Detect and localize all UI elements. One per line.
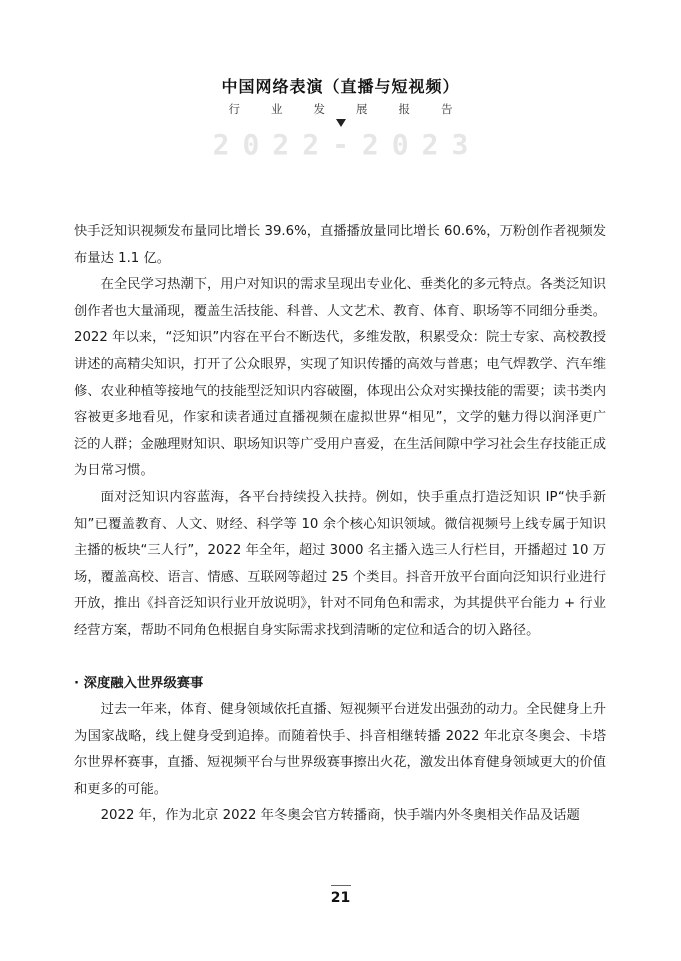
page-footer (0, 885, 681, 906)
report-header (0, 76, 681, 161)
page-number: 21 (330, 890, 351, 906)
paragraph-continuation: 快手泛知识视频发布量同比增长 39.6%，直播播放量同比增长 60.6%，万粉创作者视频发布量达 1.1 亿。 (74, 224, 606, 266)
report-years: 2022-2023 (212, 128, 482, 161)
report-subtitle: 行业发展报告 (228, 102, 484, 116)
report-title: 中国网络表演（直播与短视频） (221, 77, 460, 96)
paragraph-winter-olympics: 2022 年，作为北京 2022 年冬奥会官方转播商，快手端内外冬奥相关作品及话题 (100, 808, 580, 824)
footer-divider (331, 885, 351, 886)
paragraph-platform-support: 面对泛知识内容蓝海，各平台持续投入扶持。例如，快手重点打造泛知识 IP“快手新知”已覆盖教育、人文、财经、科学等 10 余个核心知识领域。微信视频号上线专属于知识主播的板块“三人行”，2022 年全年，超过 3000 名主播入选三人行栏目，开播超过 10 万场，覆盖高校、语言、情感、互联网等超过 25 个类目。抖音开放平台面向泛知识行业进行开放，推出《抖音泛知识行业开放说明》，针对不同角色和需求，为其提供平台能力 + 行业经营方案，帮助不同角色根据自身实际需求找到清晰的定位和适合的切入路径。 (74, 489, 606, 638)
paragraph-knowledge-trend: 在全民学习热潮下，用户对知识的需求呈现出专业化、垂类化的多元特点。各类泛知识创作者也大量涌现，覆盖生活技能、科普、人文艺术、教育、体育、职场等不同细分垂类。2022 年以来，“泛知识”内容在平台不断迭代，多维发散，积累受众：院士专家、高校教授讲述的高精尖知识，打开了公众眼界，实现了知识传播的高效与普惠；电气焊教学、汽车维修、农业种植等接地气的技能型泛知识内容破圈，体现出公众对实操技能的需要；读书类内容被更多地看见，作家和读者通过直播视频在虚拟世界“相见”，文学的魅力得以润泽更广泛的人群；金融理财知识、职场知识等广受用户喜爱，在生活间隙中学习社会生存技能正成为日常习惯。 (74, 277, 606, 479)
section-heading: · 深度融入世界级赛事 (74, 675, 204, 691)
body-content (74, 219, 606, 830)
paragraph-sports: 过去一年来，体育、健身领域依托直播、短视频平台迸发出强劲的动力。全民健身上升为国家战略，线上健身受到追捧。而随着快手、抖音相继转播 2022 年北京冬奥会、卡塔尔世界杯赛事，直播、短视频平台与世界级赛事擦出火花，激发出体育健身领域更大的价值和更多的可能。 (74, 702, 606, 797)
triangle-down-icon (336, 119, 346, 127)
